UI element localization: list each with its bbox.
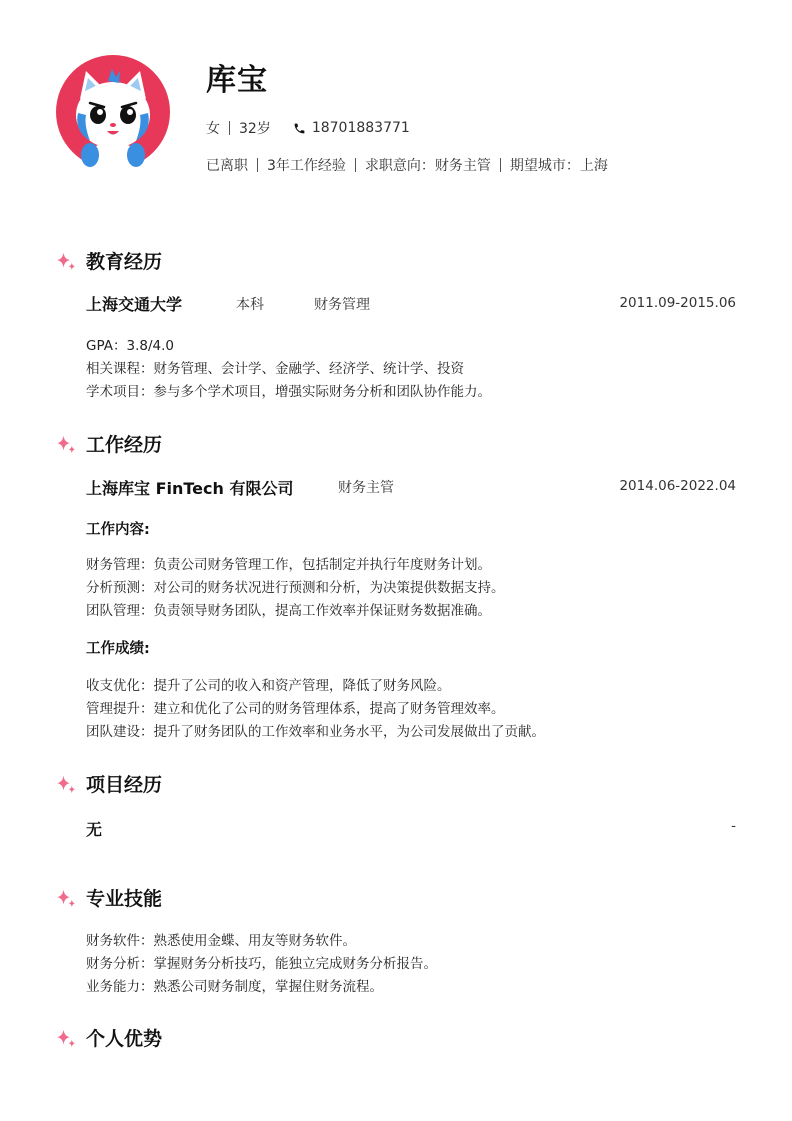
status: 已离职 [206,158,248,174]
school-name: 上海交通大学 [86,295,183,314]
work-section-title [56,430,162,457]
basic-info [206,118,410,138]
education-date: 2011.09-2015.06 [619,295,736,311]
job-info [206,155,608,175]
candidate-name: 库宝 [206,63,268,98]
education-line: 学术项目：参与多个学术项目，增强实际财务分析和团队协作能力。 [86,384,491,400]
divider [355,158,356,172]
strengths-section-title [56,1024,162,1051]
phone [293,120,410,136]
position: 财务主管 [338,480,394,496]
project-section-title [56,770,162,797]
sparkle-icon [56,888,76,908]
sparkle-icon [56,434,76,454]
education-line: 相关课程：财务管理、会计学、金融学、经济学、统计学、投资 [86,361,464,377]
project-name: 无 [86,820,103,839]
major: 财务管理 [314,297,370,313]
section-heading: 项目经历 [86,774,163,796]
divider [257,158,258,172]
work-content-heading: 工作内容: [86,522,150,538]
section-heading: 个人优势 [86,1028,163,1050]
work-results-heading: 工作成绩: [86,641,150,657]
section-heading: 工作经历 [86,434,163,456]
project-date: - [731,818,736,834]
section-heading: 教育经历 [86,251,163,273]
skills-section-title [56,884,162,911]
company-name: 上海库宝 FinTech 有限公司 [86,479,294,498]
skill-line: 财务分析：掌握财务分析技巧，能独立完成财务分析报告。 [86,956,437,972]
degree: 本科 [236,297,264,313]
experience: 3年工作经验 [267,158,346,174]
work-date: 2014.06-2022.04 [619,478,736,494]
divider [500,158,501,172]
work-content-line: 团队管理：负责领导财务团队，提高工作效率并保证财务数据准确。 [86,603,491,619]
phone-icon [293,122,306,135]
sparkle-icon [56,774,76,794]
work-result-line: 团队建设：提升了财务团队的工作效率和业务水平，为公司发展做出了贡献。 [86,724,545,740]
job-intention: 求职意向：财务主管 [364,158,491,174]
divider [229,121,230,135]
section-heading: 专业技能 [86,888,163,910]
work-content-line: 分析预测：对公司的财务状况进行预测和分析，为决策提供数据支持。 [86,580,505,596]
expected-city: 期望城市：上海 [509,158,608,174]
skill-line: 财务软件：熟悉使用金蝶、用友等财务软件。 [86,933,356,949]
avatar [56,55,170,169]
work-result-line: 管理提升：建立和优化了公司的财务管理体系，提高了财务管理效率。 [86,701,505,717]
skill-line: 业务能力：熟悉公司财务制度，掌握住财务流程。 [86,979,383,995]
education-line: GPA：3.8/4.0 [86,338,174,354]
phone-number: 18701883771 [311,120,410,136]
education-section-title [56,247,162,274]
sparkle-icon [56,1028,76,1048]
sparkle-icon [56,251,76,271]
work-content-line: 财务管理：负责公司财务管理工作，包括制定并执行年度财务计划。 [86,557,491,573]
gender: 女 [206,121,220,137]
work-result-line: 收支优化：提升了公司的收入和资产管理，降低了财务风险。 [86,678,451,694]
age: 32岁 [239,121,271,137]
